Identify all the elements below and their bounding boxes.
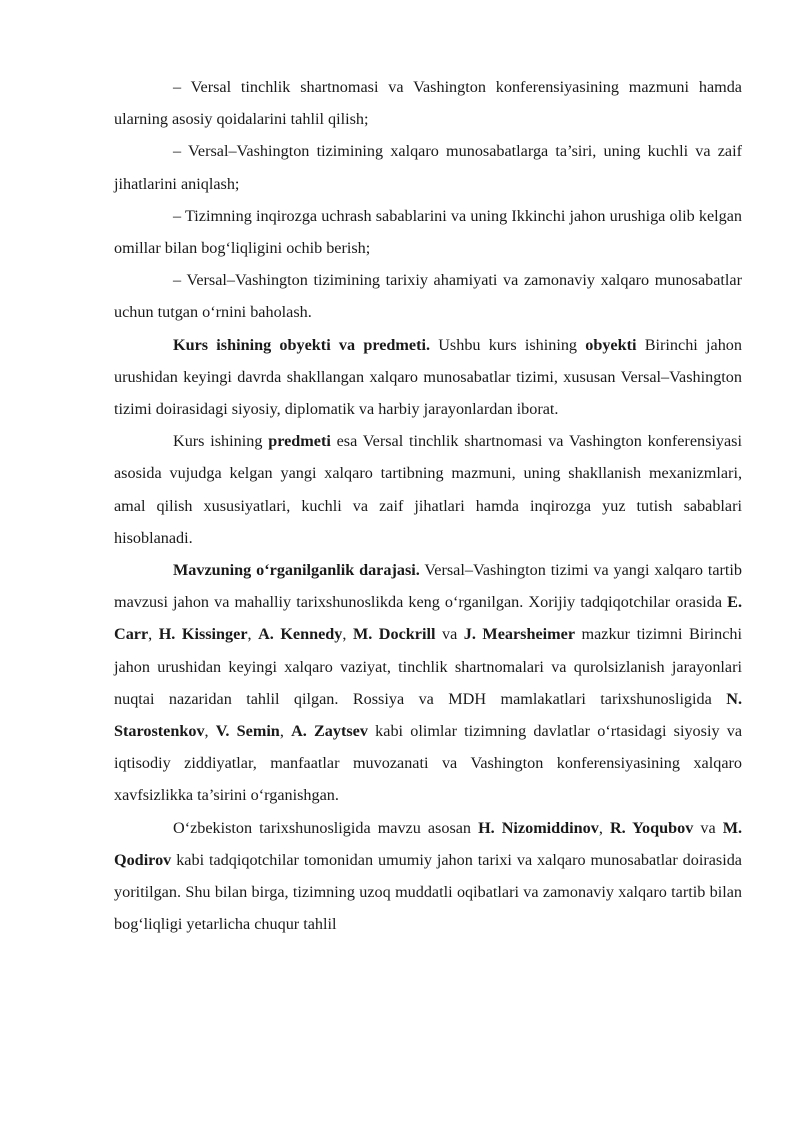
bold-text-run: N. Starostenkov bbox=[114, 689, 742, 741]
bold-text-run: A. Zaytsev bbox=[291, 722, 368, 741]
text-run: Kurs ishining bbox=[173, 432, 269, 451]
text-run: Versal–Vashington tizimi va yangi xalqaro tartib mavzusi jahon va mahalliy tarixshunoslikda keng o‘rganilgan. Xorijiy tadqiqotchilar orasida bbox=[114, 561, 742, 612]
paragraph-subject bbox=[114, 425, 742, 554]
bold-text-run: J. Mearsheimer bbox=[463, 625, 576, 644]
text-run: – Versal–Vashington tizimining tarixiy ahamiyati va zamonaviy xalqaro munosabatlar uchun tutgan o‘rnini baholash. bbox=[114, 271, 742, 322]
bold-text-run: predmeti bbox=[268, 432, 331, 451]
text-run: , bbox=[204, 722, 216, 741]
bold-text-run: H. Nizomiddinov bbox=[478, 818, 599, 837]
text-run: O‘zbekiston tarixshunosligida mavzu asosan bbox=[173, 818, 479, 837]
bold-text-run: Mavzuning o‘rganilganlik darajasi. bbox=[173, 561, 420, 580]
text-run: mazkur tizimni Birinchi jahon urushidan keyingi xalqaro vaziyat, tinchlik shartnomalari va qurolsizlanish jarayonlari nuqtai nazaridan tahlil qilgan. Rossiya va MDH mamlakatlari tarixshunosligida bbox=[114, 625, 743, 708]
paragraph-task-6 bbox=[114, 264, 742, 328]
paragraph-object-subject bbox=[114, 329, 742, 426]
bold-text-run: M. Qodirov bbox=[114, 818, 743, 869]
text-run: Ushbu kurs ishining bbox=[430, 335, 586, 354]
text-run: , bbox=[148, 625, 159, 644]
paragraph-task-3 bbox=[114, 71, 742, 135]
text-run: – Tizimning inqirozga uchrash sabablarini va uning Ikkinchi jahon urushiga olib kelgan omillar bilan bog‘liqligini ochib berish; bbox=[114, 206, 742, 258]
text-run: , bbox=[342, 625, 353, 644]
text-run: , bbox=[598, 818, 610, 837]
document-page bbox=[114, 71, 742, 940]
text-run: Birinchi jahon urushidan keyingi davrda shakllangan xalqaro munosabatlar tizimi, xususan Versal–Vashington tizimi doirasidagi siyosiy, diplomatik va harbiy jarayonlardan iborat. bbox=[114, 335, 742, 419]
bold-text-run: M. Dockrill bbox=[352, 625, 436, 644]
bold-text-run: Kurs ishining obyekti va predmeti. bbox=[173, 335, 431, 354]
paragraph-uzbek-historiography bbox=[114, 812, 742, 941]
bold-text-run: E. Carr bbox=[114, 593, 742, 644]
text-run: , bbox=[247, 625, 259, 644]
text-run: va bbox=[435, 625, 464, 644]
text-run: – Versal tinchlik shartnomasi va Vashington konferensiyasining mazmuni hamda ularning asosiy qoidalarini tahlil qilish; bbox=[114, 78, 742, 129]
text-run: , bbox=[279, 722, 292, 741]
paragraph-study-degree bbox=[114, 554, 742, 812]
text-run: – Versal–Vashington tizimining xalqaro munosabatlarga ta’siri, uning kuchli va zaif jihatlarini aniqlash; bbox=[114, 142, 742, 193]
text-run: esa Versal tinchlik shartnomasi va Vashington konferensiyasi asosida vujudga kelgan yangi xalqaro tartibning mazmuni, uning shakllanish mexanizmlari, amal qilish xususiyatlari, kuchli va zaif jihatlari hamda inqirozga yuz tutish sabablari hisoblanadi. bbox=[114, 432, 742, 547]
text-run: kabi olimlar tizimning davlatlar o‘rtasidagi siyosiy va iqtisodiy ziddiyatlar, manfaatlar muvozanati va Vashington konferensiyasining xalqaro xavfsizlikka ta’sirini o‘rganishgan. bbox=[114, 722, 743, 805]
paragraph-task-5 bbox=[114, 200, 742, 264]
bold-text-run: R. Yoqubov bbox=[609, 818, 694, 837]
text-run: kabi tadqiqotchilar tomonidan umumiy jahon tarixi va xalqaro munosabatlar doirasida yoritilgan. Shu bilan birga, tizimning uzoq muddatli oqibatlari va zamonaviy xalqaro tartib bilan bog‘liqligi yetarlicha chuqur tahlil bbox=[114, 850, 742, 934]
bold-text-run: A. Kennedy bbox=[258, 625, 343, 644]
bold-text-run: H. Kissinger bbox=[158, 625, 248, 644]
text-run: va bbox=[693, 818, 723, 837]
bold-text-run: V. Semin bbox=[215, 722, 280, 741]
bold-text-run: obyekti bbox=[585, 335, 637, 354]
paragraph-task-4 bbox=[114, 135, 742, 199]
